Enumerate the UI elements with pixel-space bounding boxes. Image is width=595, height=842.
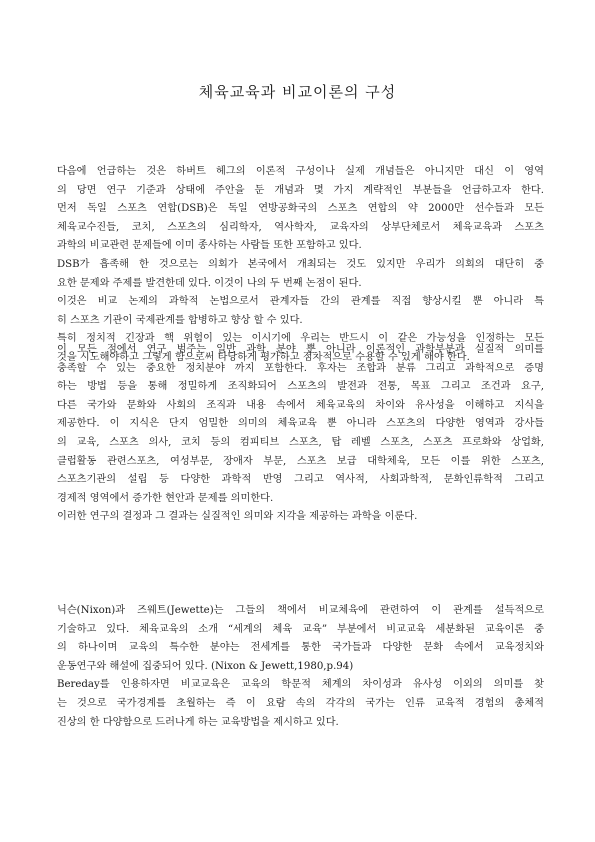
text-line: 의 교육, 스포츠 의사, 코치 등의 컴피티브 스포츠, 탑 레벨 스포츠, 스포츠 프로화와 상업화,	[57, 437, 544, 448]
text-line: 것을 시도해야하고 그렇게 함으로써 타당하게 평가하고 점차적으로 수용할 수 있게 해야 한다.	[57, 352, 470, 363]
text-line: 충족할 수 있는 중요한 정치분야 까지 포함한다. 후자는 조합과 분류 그리고 과학적으로 증명	[57, 362, 544, 374]
text-line: 제공한다. 이 지식은 단지 엄밀한 의미의 체육교육 뿐 아니라 스포츠의 다양한 영역과 강사들	[57, 418, 544, 430]
text-line: 의 하나이며 교육의 특수한 분야는 전세계를 통한 국가들과 다양한 문화 속에서 교육정치와	[57, 642, 544, 654]
text-line: 하는 방법 등을 통해 정밀하게 조직화되어 스포츠의 발전과 전통, 목표 그리고 조건과 요구,	[57, 381, 544, 393]
text-line: Bereday를 인용하자면 비교교육은 교육의 학문적 체계의 차이성과 유사성 이외의 의미를 찾	[57, 679, 544, 691]
text-line: 이 모든 점에서 연구 범주는 일반 과학 분야 뿐 아니라 이론적인 과학부분과 실질적 의미를	[57, 344, 544, 355]
document-title: 체육교육과 비교이론의 구성	[198, 83, 397, 101]
text-line: 의 당면 연구 기준과 상태에 주안을 둔 개념과 몇 가지 계략적인 부분들을 언급하고자 한다.	[57, 184, 544, 196]
text-line: 이러한 연구의 결정과 그 결과는 실질적인 의미와 지각을 제공하는 과학을 이룬다.	[57, 511, 418, 523]
text-line: 특히 정치적 긴장과 핵 위험이 있는 이시기에 우리는 반드시 이 같은 가능성을 인정하는 모든	[57, 333, 544, 345]
text-line: 닉슨(Nixon)과 즈웨트(Jewette)는 그들의 책에서 비교체육에 관련하여 이 관계를 설득적으로	[57, 605, 544, 616]
text-line: 다음에 언급하는 것은 하버트 헤그의 이론적 구성이나 실제 개념들은 아니지만 대신 이 영역	[57, 166, 544, 177]
text-line: 클럽활동 관련스포츠, 여성부문, 장애자 부문, 스포츠 보급 대학체육, 모든 이를 위한 스포츠,	[57, 455, 544, 467]
text-line: 다른 국가와 문화와 사회의 조직과 내용 속에서 체육교육의 차이와 유사성을 이해하고 지식을	[57, 399, 544, 411]
text-line: 운동연구와 해설에 집중되어 있다. (Nixon & Jewett,1980,p.94)	[57, 660, 354, 672]
text-line: 히 스포츠 기관이 국제관계를 합병하고 향상 할 수 있다.	[57, 314, 303, 326]
text-line: DSB가 흡족해 한 것으로는 의회가 본국에서 개최되는 것도 있지만 우리가 의회의 대단히 중	[57, 259, 544, 270]
text-line: 스포츠기관의 설립 등 다양한 과학적 반영 그리고 역사적, 사회과학적, 문화인류학적 그리고	[57, 474, 544, 486]
text-line: 진상의 한 다양함으로 드러나게 하는 교육방법을 제시하고 있다.	[57, 716, 339, 728]
text-line: 기술하고 있다. 체육교육의 소개 “세계의 체육 교육” 부분에서 비교교육 세분화된 교육이론 중	[57, 623, 544, 635]
text-line: 경제적 영역에서 증가한 현안과 문제를 의미한다.	[57, 492, 274, 504]
text-line: 체육교수진들, 코치, 스포츠의 심리학자, 역사학자, 교육자의 상부단체로서 체육교육과 스포츠	[57, 221, 544, 233]
text-line: 먼저 독일 스포츠 연합(DSB)은 독일 연방공화국의 스포츠 연합의 약 2000만 선수들과 모든	[57, 203, 544, 215]
text-line: 는 것으로 국가경계를 초월하는 즉 이 요람 속의 각각의 국가는 인류 교육적 경험의 총체적	[57, 698, 544, 709]
text-line: 이것은 비교 논제의 과학적 논법으로서 관계자들 간의 관계를 직접 향상시킬 뿐 아니라 특	[57, 296, 544, 308]
text-line: 과학의 비교관련 문제들에 이미 종사하는 사람들 또한 포함하고 있다.	[57, 240, 362, 252]
text-line: 요한 문제와 주제를 발견한데 있다. 이것이 나의 두 번째 논점이 된다.	[57, 277, 362, 289]
